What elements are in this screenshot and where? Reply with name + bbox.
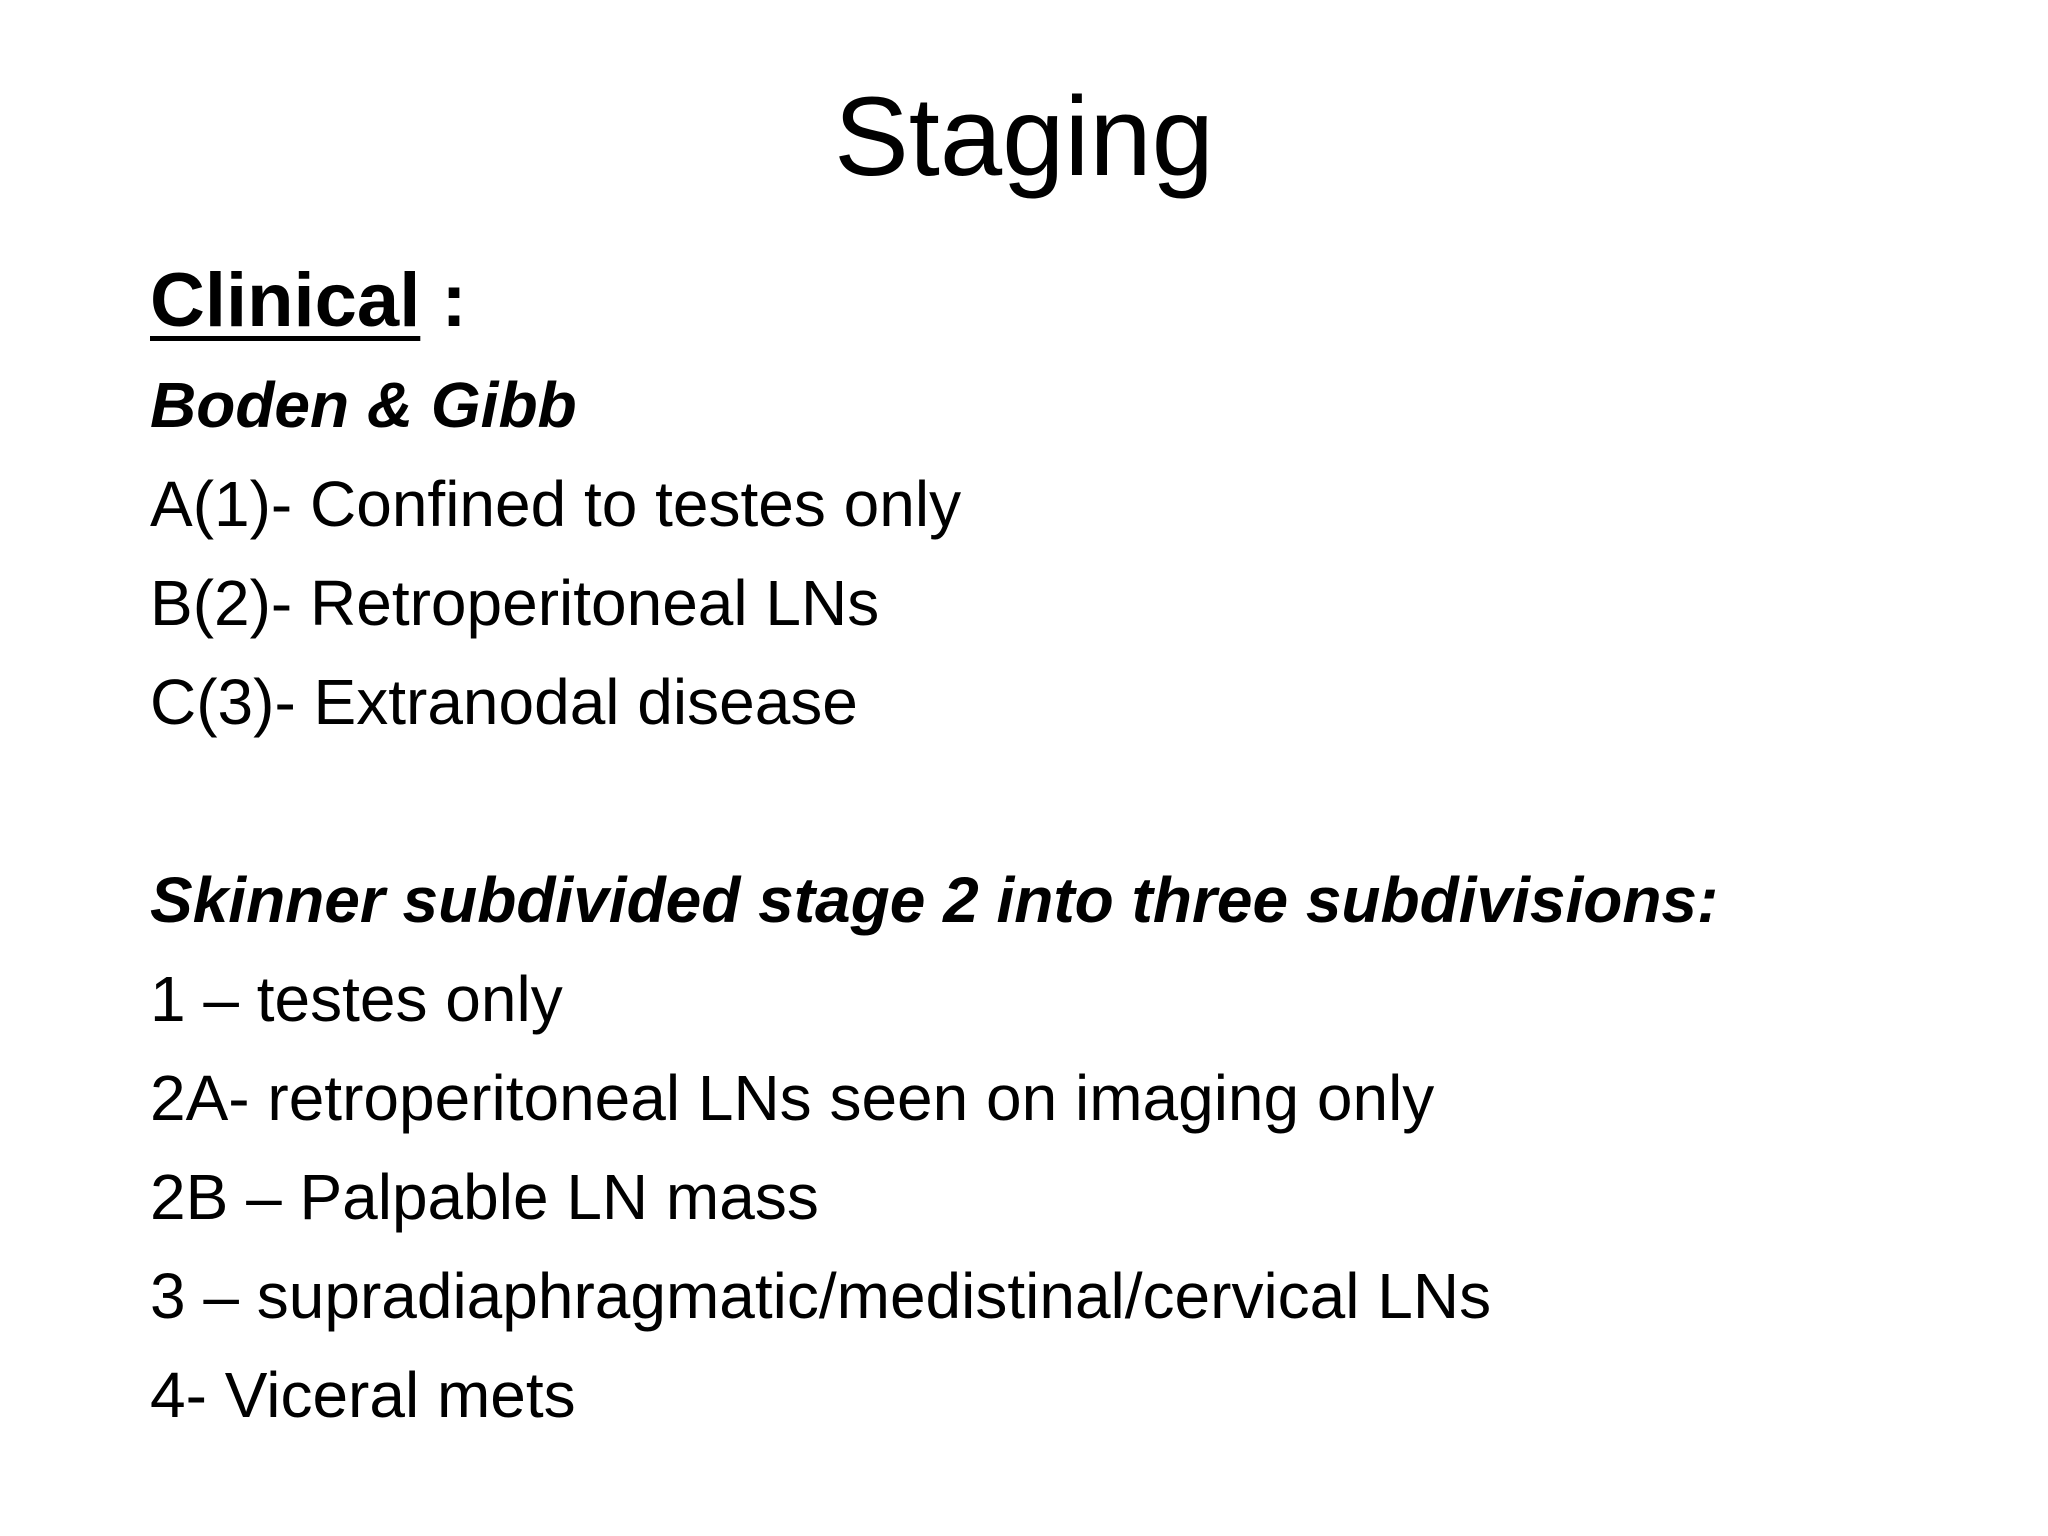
skinner-item: 4- Viceral mets <box>150 1359 576 1431</box>
section-heading-colon: : <box>420 258 467 343</box>
spacer <box>150 752 1970 851</box>
boden-gibb-item: C(3)- Extranodal disease <box>150 666 858 738</box>
skinner-item: 2A- retroperitoneal LNs seen on imaging only <box>150 1062 1435 1134</box>
skinner-heading: Skinner subdivided stage 2 into three subdivisions: <box>150 864 1719 936</box>
skinner-item: 3 – supradiaphragmatic/medistinal/cervical LNs <box>150 1260 1492 1332</box>
boden-gibb-item: B(2)- Retroperitoneal LNs <box>150 567 880 639</box>
slide-content <box>150 246 1970 1445</box>
slide-title: Staging <box>834 74 1214 199</box>
boden-gibb-item: A(1)- Confined to testes only <box>150 468 962 540</box>
boden-gibb-heading: Boden & Gibb <box>150 369 577 441</box>
skinner-item: 2B – Palpable LN mass <box>150 1161 819 1233</box>
section-heading-clinical <box>150 246 1970 356</box>
skinner-item: 1 – testes only <box>150 963 563 1035</box>
section-heading-text: Clinical <box>150 258 421 343</box>
